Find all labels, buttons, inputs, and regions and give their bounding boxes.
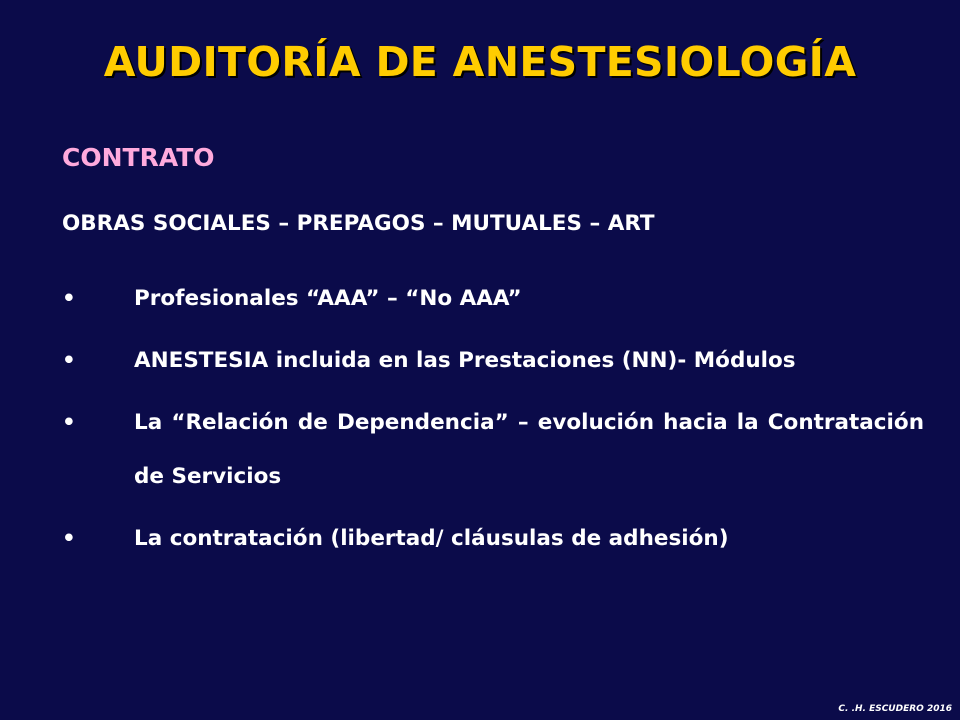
- bullet-item: [62, 512, 924, 566]
- bullet-icon: •: [62, 410, 76, 435]
- bullet-item: [62, 272, 924, 326]
- bullet-icon: •: [62, 526, 76, 551]
- section-heading: CONTRATO: [62, 143, 215, 172]
- bullet-item: [62, 396, 924, 504]
- bullet-icon: •: [62, 286, 76, 311]
- bullet-text: Profesionales “AAA” – “No AAA”: [134, 286, 522, 311]
- bullet-text: La “Relación de Dependencia” – evolución hacia la Contratación de Servicios: [134, 410, 924, 489]
- bullet-text: La contratación (libertad/ cláusulas de adhesión): [134, 526, 729, 551]
- bullet-icon: •: [62, 348, 76, 373]
- subheading: OBRAS SOCIALES – PREPAGOS – MUTUALES – ART: [62, 211, 655, 236]
- bullet-text: ANESTESIA incluida en las Prestaciones (NN)- Módulos: [134, 348, 796, 373]
- slide-title: AUDITORÍA DE ANESTESIOLOGÍA: [103, 38, 857, 86]
- footer-credit: C. .H. ESCUDERO 2016: [838, 704, 952, 714]
- bullet-item: [62, 334, 924, 388]
- bullet-list: [62, 272, 924, 574]
